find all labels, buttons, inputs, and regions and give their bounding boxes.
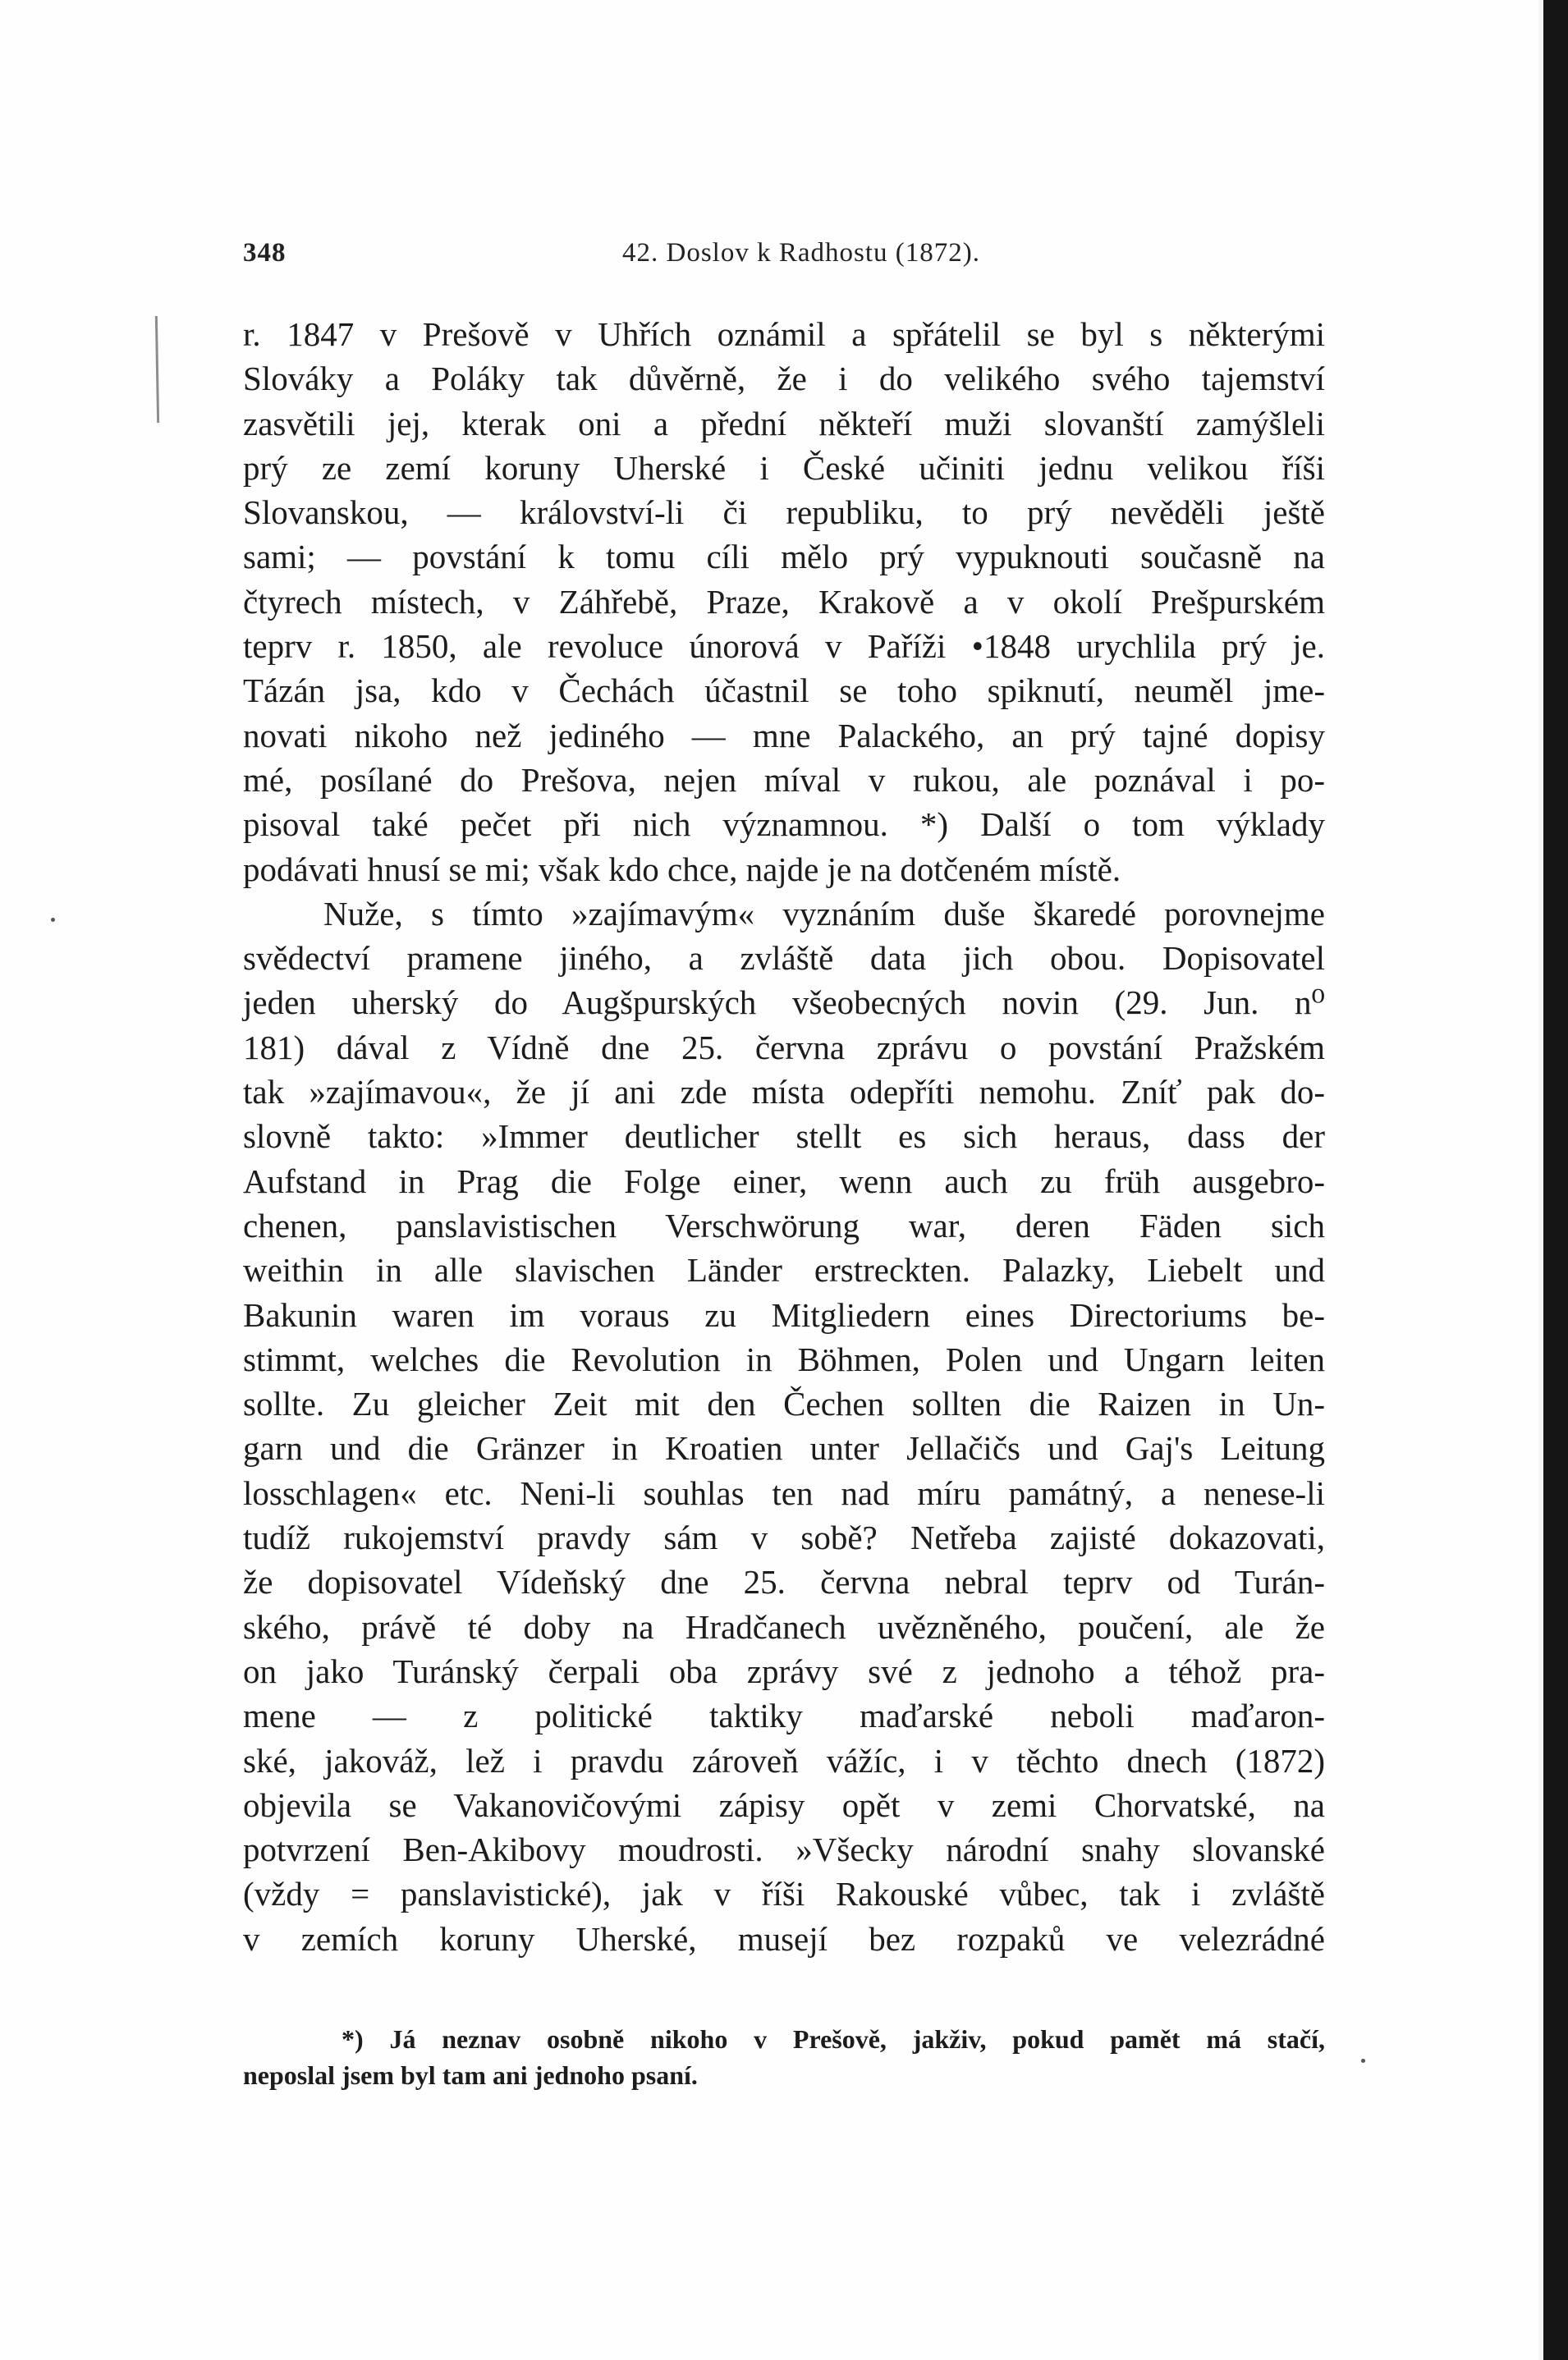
text-line: Nuže, s tímto »zajímavým« vyznáním duše škaredé porovnejme <box>323 894 1325 933</box>
text-line: prý ze zemí koruny Uherské i České učiniti jednu velikou říši <box>243 448 1325 487</box>
text-line: mene — z politické taktiky maďarské neboli maďaron- <box>243 1697 1325 1735</box>
text-line: r. 1847 v Prešově v Uhřích oznámil a spřátelil se byl s některými <box>243 315 1325 353</box>
text-line: jeden uherský do Augšpurských všeobecných novin (29. Jun. n⁰ <box>243 983 1325 1022</box>
text-line: ské, jakováž, lež i pravdu zároveň vážíc, i v těchto dnech (1872) <box>243 1741 1325 1780</box>
text-line: novati nikoho než jediného — mne Palackého, an prý tajné dopisy <box>243 716 1325 754</box>
text-line: ského, právě té doby na Hradčanech uvězněného, poučení, ale že <box>243 1607 1325 1646</box>
page-number: 348 <box>243 238 287 268</box>
text-line: sollte. Zu gleicher Zeit mit den Čechen sollten die Raizen in Un- <box>243 1385 1325 1423</box>
text-line: zasvětili jej, kterak oni a přední někteří muži slovanští zamýšleli <box>243 404 1325 442</box>
text-line: weithin in alle slavischen Länder erstreckten. Palazky, Liebelt und <box>243 1251 1325 1290</box>
body-text <box>243 312 1325 1961</box>
footnote <box>243 2021 1325 2093</box>
text-line: (vždy = panslavistické), jak v říši Rakouské vůbec, tak i zvláště <box>243 1875 1325 1913</box>
text-line: mé, posílané do Prešova, nejen míval v rukou, ale poznával i po- <box>243 760 1325 799</box>
text-line: pisoval také pečet při nich významnou. *) Další o tom výklady <box>243 805 1325 844</box>
scan-speck <box>51 918 55 922</box>
text-line: tudíž rukojemství pravdy sám v sobě? Netřeba zajisté dokazovati, <box>243 1519 1325 1557</box>
chapter-title: 42. Doslov k Radhostu (1872). <box>622 238 980 268</box>
text-line: v zemích koruny Uherské, musejí bez rozpaků ve velezrádné <box>243 1919 1325 1958</box>
footnote-line: *) Já neznav osobně nikoho v Prešově, jakživ, pokud pamět má stačí, <box>342 2024 1325 2054</box>
text-line: Slovanskou, — království-li či republiku, to prý nevěděli ještě <box>243 493 1325 532</box>
text-line: Bakunin waren im voraus zu Mitgliedern eines Directoriums be- <box>243 1295 1325 1334</box>
text-line: chenen, panslavistischen Verschwörung war, deren Fäden sich <box>243 1206 1325 1244</box>
text-line: Aufstand in Prag die Folge einer, wenn auch zu früh ausgebro- <box>243 1162 1325 1200</box>
text-line: Tázán jsa, kdo v Čechách účastnil se toho spiknutí, neuměl jme- <box>243 671 1325 710</box>
text-line: losschlagen« etc. Neni-li souhlas ten nad míru památný, a nenese-li <box>243 1473 1325 1512</box>
page-edge-shadow <box>1543 0 1568 2360</box>
text-line: teprv r. 1850, ale revoluce únorová v Paříži •1848 urychlila prý je. <box>243 627 1325 666</box>
text-line: Slováky a Poláky tak důvěrně, že i do velikého svého tajemství <box>243 360 1325 398</box>
text-line: objevila se Vakanovičovými zápisy opět v zemi Chorvatské, na <box>243 1785 1325 1824</box>
text-line: 181) dával z Vídně dne 25. června zprávu o povstání Pražském <box>243 1028 1325 1066</box>
running-head <box>243 238 1425 277</box>
scan-speck <box>1361 2059 1365 2063</box>
text-line: stimmt, welches die Revolution in Böhmen, Polen und Ungarn leiten <box>243 1340 1325 1378</box>
text-line: čtyrech místech, v Záhřebě, Praze, Krakově a v okolí Prešpurském <box>243 582 1325 621</box>
margin-mark <box>155 316 159 423</box>
text-line: slovně takto: »Immer deutlicher stellt es sich heraus, dass der <box>243 1117 1325 1156</box>
text-line: sami; — povstání k tomu cíli mělo prý vypuknouti současně na <box>243 538 1325 576</box>
text-line: potvrzení Ben-Akibovy moudrosti. »Všecky národní snahy slovanské <box>243 1831 1325 1869</box>
text-line: on jako Turánský čerpali oba zprávy své z jednoho a téhož pra- <box>243 1652 1325 1690</box>
text-line: podávati hnusí se mi; však kdo chce, najde je na dotčeném místě. <box>243 850 1121 888</box>
text-line: tak »zajímavou«, že jí ani zde místa odepříti nemohu. Zníť pak do- <box>243 1073 1325 1111</box>
text-line: garn und die Gränzer in Kroatien unter Jellačičs und Gaj's Leitung <box>243 1429 1325 1468</box>
footnote-line: neposlal jsem byl tam ani jednoho psaní. <box>243 2060 698 2090</box>
text-line: že dopisovatel Vídeňský dne 25. června nebral teprv od Turán- <box>243 1563 1325 1602</box>
text-line: svědectví pramene jiného, a zvláště data jich obou. Dopisovatel <box>243 939 1325 978</box>
